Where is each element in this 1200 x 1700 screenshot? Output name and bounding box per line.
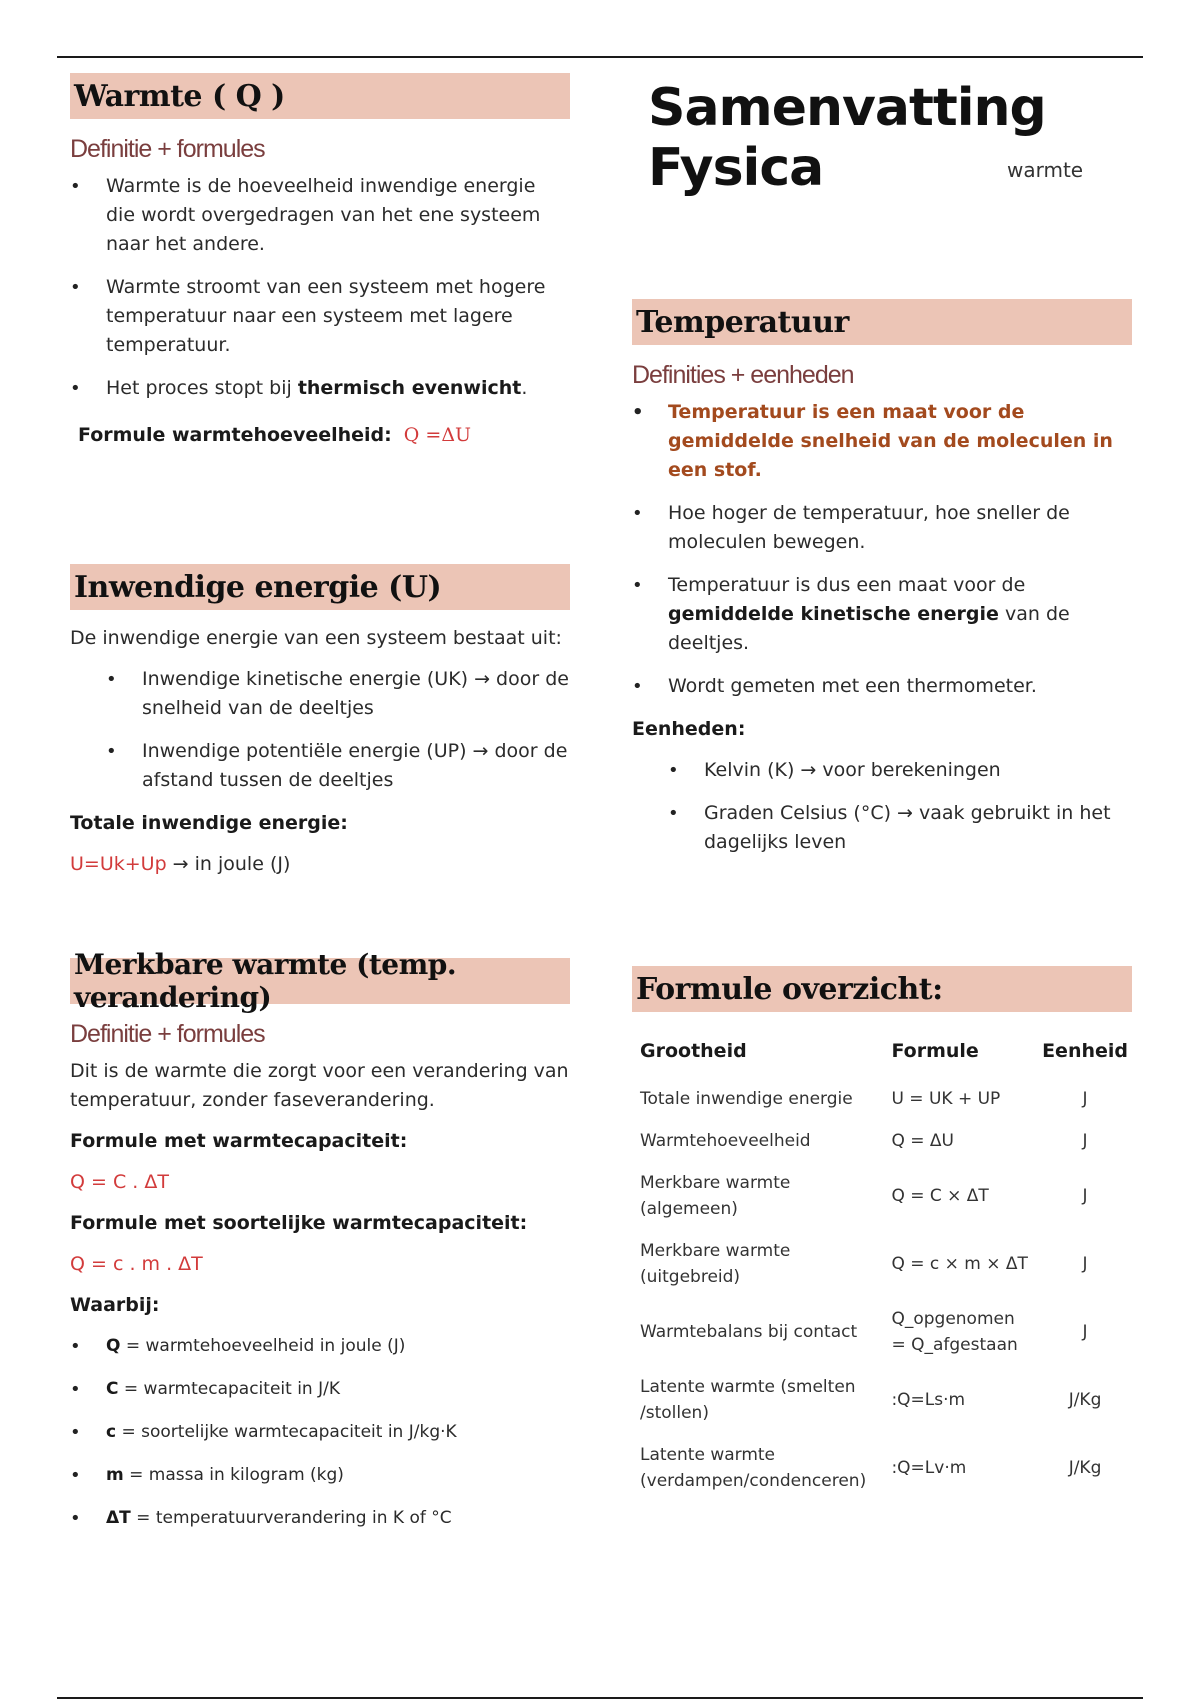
merkbaar-intro: Dit is de warmte die zorgt voor een verandering van temperatuur, zonder faseverandering.: [70, 1060, 569, 1111]
inwendig-intro: De inwendige energie van een systeem bestaat uit:: [70, 627, 562, 649]
merkbaar-f1-label: Formule met warmtecapaciteit:: [70, 1130, 408, 1152]
table-row: Warmtebalans bij contact Q_opgenomen = Q_afgestaan J: [640, 1309, 1088, 1355]
list-item: • Warmte is de hoeveelheid inwendige energie die wordt overgedragen van het ene systeem naar het andere.: [70, 172, 570, 259]
warmte-formula: Q =ΔU: [403, 424, 472, 446]
warmte-heading: Warmte ( Q ): [70, 73, 570, 119]
temperatuur-units-label: Eenheden:: [632, 718, 746, 740]
list-item: • ΔT = temperatuurverandering in K of °C: [70, 1504, 570, 1533]
merkbaar-f2-label: Formule met soortelijke warmtecapaciteit:: [70, 1212, 528, 1234]
list-item: • C = warmtecapaciteit in J/K: [70, 1375, 570, 1404]
list-item: • Wordt gemeten met een thermometer.: [632, 672, 1132, 701]
temperatuur-bullets: [632, 398, 1132, 701]
section-temperatuur: [632, 299, 1132, 871]
list-item: • Inwendige potentiële energie (UP) → door de afstand tussen de deeltjes: [106, 737, 570, 795]
page-subtitle: warmte: [1007, 158, 1084, 182]
inwendig-bullets: [70, 665, 570, 795]
list-item: • Temperatuur is een maat voor de gemiddelde snelheid van de moleculen in een stof.: [632, 398, 1132, 485]
table-row: Totale inwendige energie U = UK + UP J: [640, 1089, 1088, 1109]
column-header: Eenheid: [1042, 1040, 1128, 1062]
page-title: Samenvatting Fysica: [648, 78, 1046, 198]
list-item: • Kelvin (K) → voor berekeningen: [668, 756, 1132, 785]
list-item: • Temperatuur is dus een maat voor de gemiddelde kinetische energie van de deeltjes.: [632, 571, 1132, 658]
section-warmte: [70, 73, 570, 462]
table-row: Latente warmte (verdampen/condenceren) :Q=Lv·m J/Kg: [640, 1445, 1102, 1491]
temperatuur-heading: Temperatuur: [632, 299, 1132, 345]
column-header: Grootheid: [640, 1040, 747, 1062]
list-item: • Warmte stroomt van een systeem met hogere temperatuur naar een systeem met lagere temperatuur.: [70, 273, 570, 360]
section-inwendige-energie: [70, 564, 570, 891]
table-row: Latente warmte (smelten /stollen) :Q=Ls·m J/Kg: [640, 1377, 1102, 1423]
list-item: • c = soortelijke warmtecapaciteit in J/kg·K: [70, 1418, 570, 1447]
table-row: Merkbare warmte (algemeen) Q = C × ΔT J: [640, 1173, 1088, 1219]
table-row: Warmtehoeveelheid Q = ΔU J: [640, 1131, 1088, 1151]
inwendig-formula-line: U=Uk+Up → in joule (J): [70, 853, 291, 875]
bottom-rule: [57, 1697, 1143, 1699]
merkbaar-vars: [70, 1332, 570, 1533]
list-item: • Hoe hoger de temperatuur, hoe sneller de moleculen bewegen.: [632, 499, 1132, 557]
overzicht-heading: Formule overzicht:: [632, 966, 1132, 1012]
table-header-row: [632, 1034, 1132, 1078]
column-header: Formule: [891, 1040, 979, 1062]
inwendig-heading: Inwendige energie (U): [70, 564, 570, 610]
merkbaar-waarbij: Waarbij:: [70, 1294, 160, 1316]
inwendig-total-label: Totale inwendige energie:: [70, 812, 348, 834]
merkbaar-heading: Merkbare warmte (temp. verandering): [70, 958, 570, 1004]
temperatuur-subheading: Definities + eenheden: [632, 361, 854, 389]
inwendig-formula: U=Uk+Up: [70, 853, 167, 875]
list-item: • Het proces stopt bij thermisch evenwicht.: [70, 374, 570, 403]
section-formule-overzicht: [632, 966, 1132, 1502]
temperatuur-units: [632, 756, 1132, 857]
section-merkbare-warmte: [70, 948, 570, 1547]
warmte-formula-line: Formule warmtehoeveelheid: Q =ΔU: [78, 424, 472, 446]
formula-table: [632, 1034, 1132, 1502]
merkbaar-subheading: Definitie + formules: [70, 1020, 265, 1048]
list-item: • Graden Celsius (°C) → vaak gebruikt in het dagelijks leven: [668, 799, 1132, 857]
top-rule: [57, 56, 1143, 58]
merkbaar-f2: Q = c . m . ΔT: [70, 1253, 203, 1275]
table-row: Merkbare warmte (uitgebreid) Q = c × m × ΔT J: [640, 1241, 1088, 1287]
warmte-bullets: [70, 172, 570, 403]
merkbaar-f1: Q = C . ΔT: [70, 1171, 169, 1193]
list-item: • Q = warmtehoeveelheid in joule (J): [70, 1332, 570, 1361]
list-item: • Inwendige kinetische energie (UK) → door de snelheid van de deeltjes: [106, 665, 570, 723]
warmte-subheading: Definitie + formules: [70, 135, 265, 163]
list-item: • m = massa in kilogram (kg): [70, 1461, 570, 1490]
